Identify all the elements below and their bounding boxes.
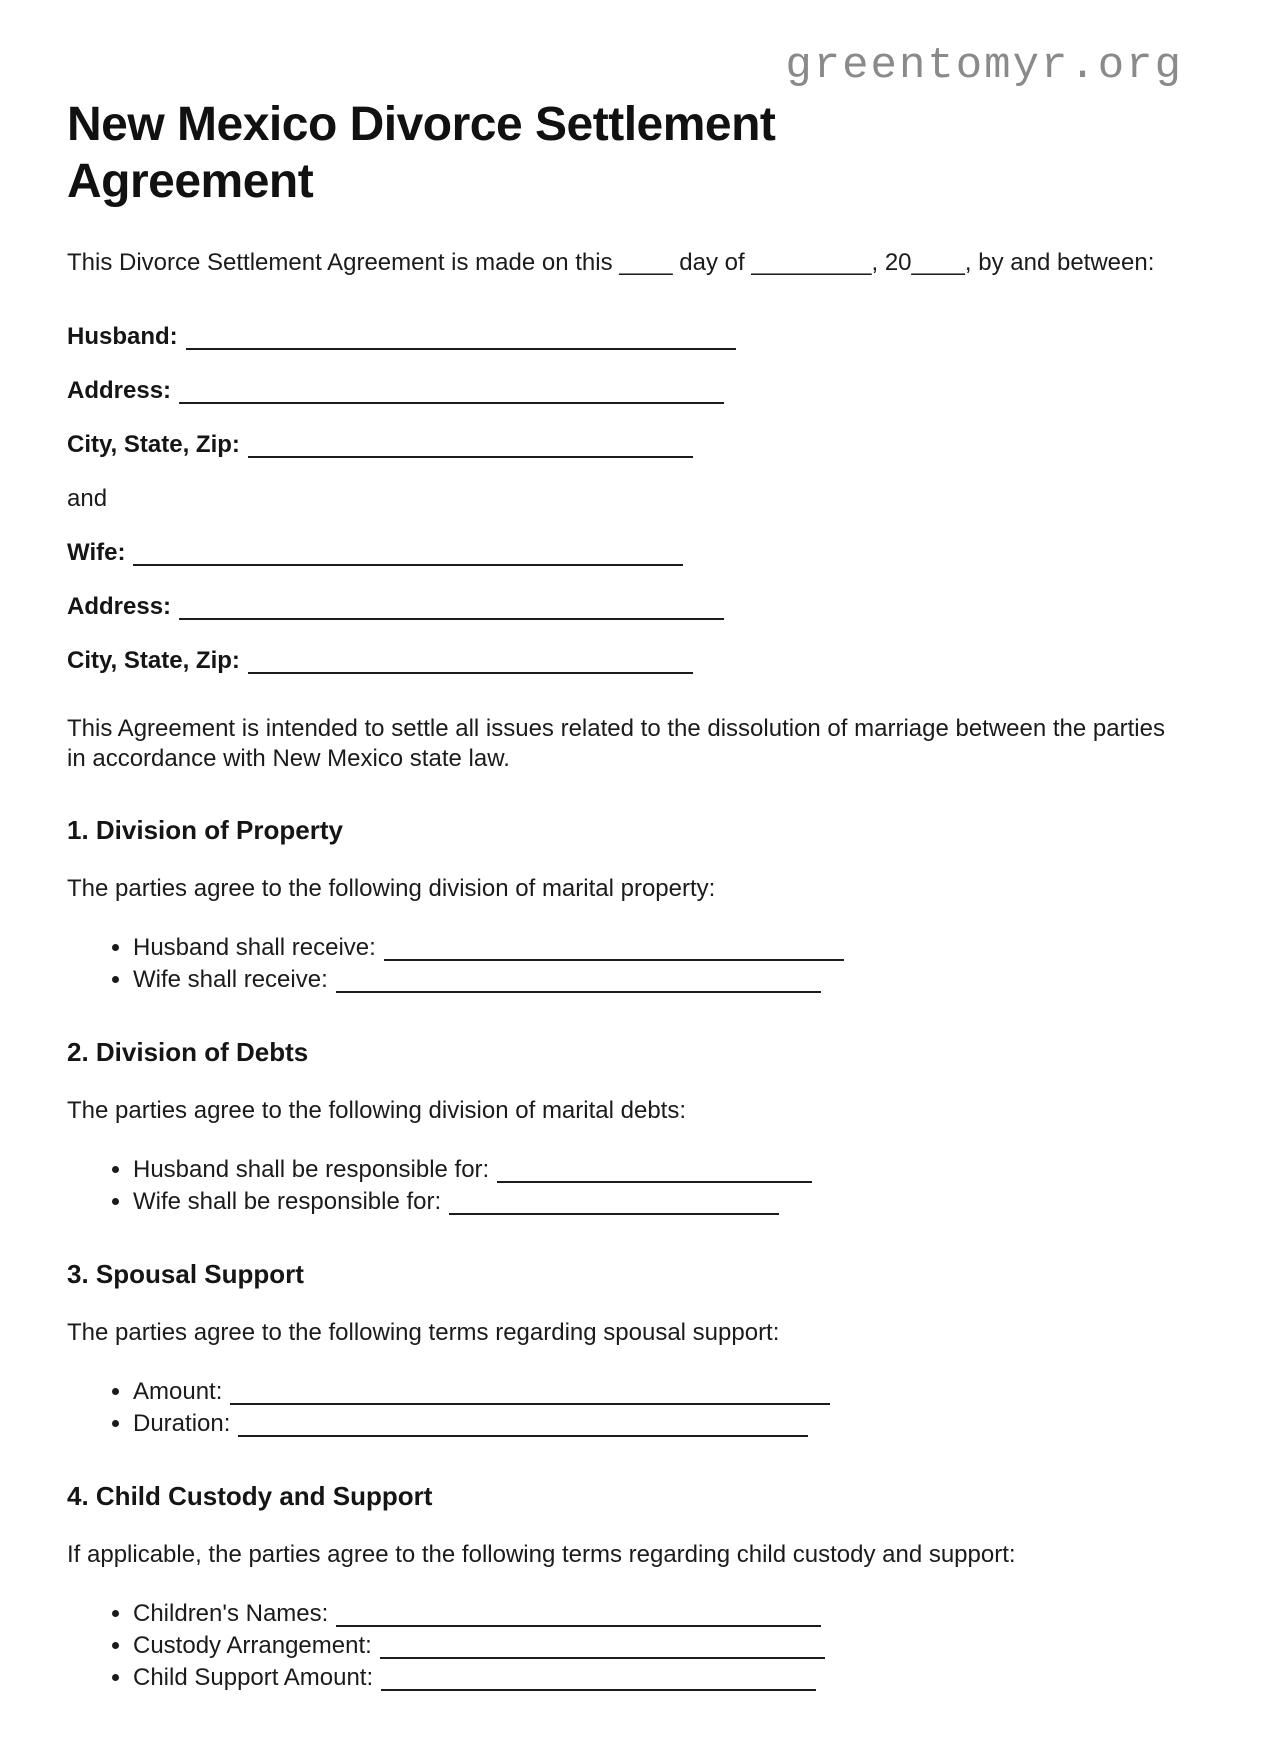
document-title: New Mexico Divorce Settlement Agreement bbox=[67, 98, 776, 208]
blank-line bbox=[381, 1671, 816, 1691]
wife-address-label: Address: bbox=[67, 593, 172, 620]
connector-and: and bbox=[67, 485, 108, 512]
field-row-wife-address bbox=[67, 592, 1215, 622]
intro-paragraph: This Divorce Settlement Agreement is made on this ____ day of _________, 20____, by and between: bbox=[67, 249, 1155, 276]
list-item-husband-responsible bbox=[133, 1154, 1215, 1186]
list-item-child-support-amount bbox=[133, 1662, 1215, 1694]
list-item-husband-receives bbox=[133, 932, 1215, 964]
section-heading-child-custody-support: 4. Child Custody and Support bbox=[67, 1481, 433, 1511]
debt-division-list bbox=[67, 1154, 1215, 1218]
blank-line bbox=[497, 1163, 812, 1183]
blank-line bbox=[230, 1385, 830, 1405]
section-heading-division-of-debts: 2. Division of Debts bbox=[67, 1037, 309, 1067]
wife-city-state-zip-label: City, State, Zip: bbox=[67, 647, 240, 674]
blank-line bbox=[380, 1639, 825, 1659]
item-label: Wife shall be responsible for: bbox=[133, 1188, 442, 1215]
husband-label: Husband: bbox=[67, 323, 178, 350]
husband-address-blank-line bbox=[179, 384, 724, 404]
field-row-husband-address bbox=[67, 376, 1215, 406]
blank-line bbox=[238, 1417, 808, 1437]
field-row-wife-name bbox=[67, 538, 1215, 568]
section-heading-spousal-support: 3. Spousal Support bbox=[67, 1259, 304, 1289]
section-intro-child-custody-support: If applicable, the parties agree to the following terms regarding child custody and support: bbox=[67, 1541, 1016, 1568]
watermark-text: greentomyr.org bbox=[785, 41, 1183, 91]
blank-line bbox=[449, 1195, 779, 1215]
wife-city-state-zip-blank-line bbox=[248, 654, 693, 674]
list-item-amount bbox=[133, 1376, 1215, 1408]
wife-label: Wife: bbox=[67, 539, 126, 566]
section-heading-division-of-property: 1. Division of Property bbox=[67, 815, 343, 845]
section-intro-division-of-property: The parties agree to the following division of marital property: bbox=[67, 875, 716, 902]
list-item-duration bbox=[133, 1408, 1215, 1440]
blank-line bbox=[336, 973, 821, 993]
section-intro-spousal-support: The parties agree to the following terms regarding spousal support: bbox=[67, 1319, 780, 1346]
husband-fields-block bbox=[67, 322, 1215, 676]
husband-city-state-zip-blank-line bbox=[248, 438, 693, 458]
item-label: Child Support Amount: bbox=[133, 1664, 374, 1691]
list-item-wife-responsible bbox=[133, 1186, 1215, 1218]
item-label: Husband shall receive: bbox=[133, 934, 376, 961]
list-item-children-names bbox=[133, 1598, 1215, 1630]
blank-line bbox=[336, 1607, 821, 1627]
field-row-husband-name bbox=[67, 322, 1215, 352]
item-label: Wife shall receive: bbox=[133, 966, 328, 993]
item-label: Children's Names: bbox=[133, 1600, 329, 1627]
wife-address-blank-line bbox=[179, 600, 724, 620]
field-row-husband-city-state-zip bbox=[67, 430, 1215, 460]
spousal-support-list bbox=[67, 1376, 1215, 1440]
child-custody-list bbox=[67, 1598, 1215, 1694]
item-label: Husband shall be responsible for: bbox=[133, 1156, 490, 1183]
list-item-custody-arrangement bbox=[133, 1630, 1215, 1662]
item-label: Custody Arrangement: bbox=[133, 1632, 372, 1659]
item-label: Amount: bbox=[133, 1378, 223, 1405]
purpose-paragraph: This Agreement is intended to settle all issues related to the dissolution of marriage between the parties in accordance with New Mexico state law. bbox=[67, 715, 1165, 772]
blank-line bbox=[384, 941, 844, 961]
wife-name-blank-line bbox=[133, 546, 683, 566]
husband-address-label: Address: bbox=[67, 377, 172, 404]
field-row-wife-city-state-zip bbox=[67, 646, 1215, 676]
list-item-wife-receives bbox=[133, 964, 1215, 996]
husband-city-state-zip-label: City, State, Zip: bbox=[67, 431, 240, 458]
property-division-list bbox=[67, 932, 1215, 996]
section-intro-division-of-debts: The parties agree to the following division of marital debts: bbox=[67, 1097, 686, 1124]
husband-name-blank-line bbox=[186, 330, 736, 350]
item-label: Duration: bbox=[133, 1410, 231, 1437]
